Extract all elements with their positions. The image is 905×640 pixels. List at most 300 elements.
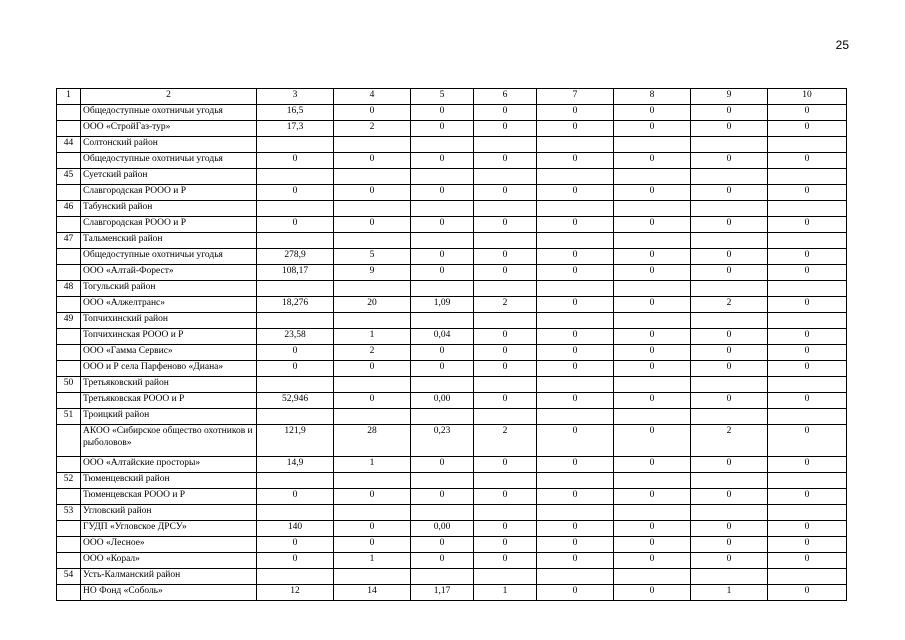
value-cell: 0 [537, 345, 614, 361]
value-cell: 0 [614, 297, 691, 313]
district-name: Усть-Калманский район [81, 569, 257, 585]
row-number-cell [57, 553, 81, 569]
value-cell: 1,09 [411, 297, 474, 313]
district-name: Троицкий район [81, 409, 257, 425]
table-row [57, 217, 847, 233]
district-name: Табунский район [81, 201, 257, 217]
value-cell: 0 [474, 265, 537, 281]
organization-name: Общедоступные охотничьи угодья [81, 153, 257, 169]
empty-cell [614, 409, 691, 425]
empty-cell [411, 201, 474, 217]
value-cell: 0 [614, 345, 691, 361]
empty-cell [614, 569, 691, 585]
value-cell: 0 [768, 345, 847, 361]
table-row [57, 105, 847, 121]
organization-name: ООО «Гамма Сервис» [81, 345, 257, 361]
district-number: 48 [57, 281, 81, 297]
column-header: 8 [614, 89, 691, 105]
value-cell: 0 [768, 585, 847, 601]
value-cell: 0 [474, 217, 537, 233]
value-cell: 0 [257, 489, 334, 505]
value-cell: 0 [691, 537, 768, 553]
row-number-cell [57, 585, 81, 601]
empty-cell [768, 569, 847, 585]
row-number-cell [57, 185, 81, 201]
value-cell: 0 [537, 153, 614, 169]
value-cell: 0 [537, 329, 614, 345]
value-cell: 0 [614, 537, 691, 553]
empty-cell [614, 137, 691, 153]
district-number: 46 [57, 201, 81, 217]
value-cell: 2 [691, 425, 768, 457]
value-cell: 0 [411, 553, 474, 569]
value-cell: 2 [334, 121, 411, 137]
district-row [57, 313, 847, 329]
value-cell: 0 [691, 489, 768, 505]
column-header: 7 [537, 89, 614, 105]
value-cell: 0 [474, 457, 537, 473]
value-cell: 0 [614, 521, 691, 537]
row-number-cell [57, 521, 81, 537]
value-cell: 0 [768, 249, 847, 265]
district-name: Угловский район [81, 505, 257, 521]
empty-cell [257, 377, 334, 393]
value-cell: 0 [537, 393, 614, 409]
value-cell: 0 [334, 153, 411, 169]
value-cell: 0 [411, 153, 474, 169]
empty-cell [691, 169, 768, 185]
value-cell: 0 [334, 393, 411, 409]
district-name: Третьяковский район [81, 377, 257, 393]
value-cell: 0 [537, 265, 614, 281]
empty-cell [537, 281, 614, 297]
value-cell: 0 [614, 329, 691, 345]
district-number: 52 [57, 473, 81, 489]
value-cell: 0 [411, 217, 474, 233]
empty-cell [411, 281, 474, 297]
value-cell: 0 [691, 361, 768, 377]
empty-cell [614, 377, 691, 393]
value-cell: 0 [334, 185, 411, 201]
value-cell: 18,276 [257, 297, 334, 313]
value-cell: 1 [474, 585, 537, 601]
district-number: 45 [57, 169, 81, 185]
row-number-cell [57, 153, 81, 169]
value-cell: 0 [411, 105, 474, 121]
empty-cell [334, 409, 411, 425]
value-cell: 12 [257, 585, 334, 601]
organization-name: ГУДП «Угловское ДРСУ» [81, 521, 257, 537]
empty-cell [411, 473, 474, 489]
value-cell: 1 [691, 585, 768, 601]
value-cell: 0 [537, 121, 614, 137]
value-cell: 0 [334, 105, 411, 121]
empty-cell [474, 505, 537, 521]
organization-name: Тюменцевская РООО и Р [81, 489, 257, 505]
table-row [57, 297, 847, 313]
value-cell: 0 [474, 249, 537, 265]
value-cell: 0 [614, 393, 691, 409]
empty-cell [411, 569, 474, 585]
empty-cell [257, 137, 334, 153]
value-cell: 0 [334, 489, 411, 505]
value-cell: 0 [537, 585, 614, 601]
value-cell: 0 [768, 121, 847, 137]
value-cell: 0 [691, 393, 768, 409]
row-number-cell [57, 265, 81, 281]
column-header: 6 [474, 89, 537, 105]
district-number: 49 [57, 313, 81, 329]
value-cell: 0 [411, 121, 474, 137]
empty-cell [768, 233, 847, 249]
value-cell: 0 [537, 297, 614, 313]
value-cell: 0 [537, 425, 614, 457]
value-cell: 0 [614, 249, 691, 265]
value-cell: 0 [334, 521, 411, 537]
empty-cell [691, 137, 768, 153]
value-cell: 1,17 [411, 585, 474, 601]
table-header-row [57, 89, 847, 105]
value-cell: 278,9 [257, 249, 334, 265]
value-cell: 0 [257, 553, 334, 569]
organization-name: ООО «Алжелтранс» [81, 297, 257, 313]
district-row [57, 505, 847, 521]
district-number: 47 [57, 233, 81, 249]
value-cell: 14 [334, 585, 411, 601]
empty-cell [334, 281, 411, 297]
value-cell: 0 [537, 361, 614, 377]
row-number-cell [57, 121, 81, 137]
empty-cell [768, 137, 847, 153]
empty-cell [257, 233, 334, 249]
organization-name: ООО «Алтай-Форест» [81, 265, 257, 281]
organization-name: Третьяковская РООО и Р [81, 393, 257, 409]
row-number-cell [57, 217, 81, 233]
value-cell: 0 [768, 153, 847, 169]
empty-cell [411, 137, 474, 153]
value-cell: 0 [537, 553, 614, 569]
value-cell: 0 [411, 489, 474, 505]
value-cell: 121,9 [257, 425, 334, 457]
empty-cell [537, 201, 614, 217]
value-cell: 0 [257, 153, 334, 169]
value-cell: 0 [257, 185, 334, 201]
empty-cell [537, 137, 614, 153]
organization-name: Славгородская РООО и Р [81, 185, 257, 201]
value-cell: 0 [537, 185, 614, 201]
value-cell: 0 [614, 121, 691, 137]
empty-cell [334, 137, 411, 153]
empty-cell [691, 505, 768, 521]
value-cell: 0 [768, 297, 847, 313]
value-cell: 0 [614, 217, 691, 233]
value-cell: 0 [474, 553, 537, 569]
organization-name: ООО «Лесное» [81, 537, 257, 553]
value-cell: 0 [691, 329, 768, 345]
table-row [57, 553, 847, 569]
empty-cell [474, 233, 537, 249]
empty-cell [768, 473, 847, 489]
organization-name: ООО «Алтайские просторы» [81, 457, 257, 473]
value-cell: 0 [691, 153, 768, 169]
row-number-cell [57, 249, 81, 265]
table-row [57, 457, 847, 473]
value-cell: 0 [474, 153, 537, 169]
value-cell: 0 [474, 393, 537, 409]
empty-cell [411, 377, 474, 393]
value-cell: 0,04 [411, 329, 474, 345]
empty-cell [614, 313, 691, 329]
organization-name: ООО «СтройГаз-тур» [81, 121, 257, 137]
value-cell: 0 [411, 361, 474, 377]
empty-cell [691, 409, 768, 425]
empty-cell [474, 201, 537, 217]
column-header: 9 [691, 89, 768, 105]
value-cell: 0 [768, 329, 847, 345]
empty-cell [474, 137, 537, 153]
value-cell: 0 [474, 121, 537, 137]
empty-cell [257, 169, 334, 185]
value-cell: 0 [411, 185, 474, 201]
empty-cell [334, 233, 411, 249]
value-cell: 0 [768, 425, 847, 457]
value-cell: 0 [474, 537, 537, 553]
table-row [57, 249, 847, 265]
value-cell: 0 [257, 537, 334, 553]
value-cell: 0 [614, 457, 691, 473]
district-name: Тальменский район [81, 233, 257, 249]
empty-cell [768, 313, 847, 329]
empty-cell [768, 281, 847, 297]
row-number-cell [57, 537, 81, 553]
value-cell: 0 [474, 185, 537, 201]
table-row [57, 537, 847, 553]
row-number-cell [57, 297, 81, 313]
organization-name: НО Фонд «Соболь» [81, 585, 257, 601]
value-cell: 0 [691, 185, 768, 201]
value-cell: 0 [768, 217, 847, 233]
value-cell: 0 [691, 105, 768, 121]
column-header: 1 [57, 89, 81, 105]
table-row [57, 185, 847, 201]
empty-cell [537, 409, 614, 425]
column-header: 5 [411, 89, 474, 105]
empty-cell [411, 169, 474, 185]
value-cell: 0 [411, 457, 474, 473]
empty-cell [474, 281, 537, 297]
value-cell: 0 [614, 553, 691, 569]
district-row [57, 201, 847, 217]
district-number: 44 [57, 137, 81, 153]
value-cell: 9 [334, 265, 411, 281]
value-cell: 0 [334, 217, 411, 233]
value-cell: 0 [691, 521, 768, 537]
empty-cell [474, 377, 537, 393]
empty-cell [691, 281, 768, 297]
column-header: 10 [768, 89, 847, 105]
value-cell: 0 [768, 393, 847, 409]
table-row [57, 329, 847, 345]
value-cell: 0 [411, 537, 474, 553]
value-cell: 0 [691, 265, 768, 281]
value-cell: 0 [334, 361, 411, 377]
empty-cell [474, 473, 537, 489]
value-cell: 0 [691, 121, 768, 137]
empty-cell [537, 313, 614, 329]
empty-cell [257, 313, 334, 329]
value-cell: 5 [334, 249, 411, 265]
value-cell: 0 [614, 153, 691, 169]
row-number-cell [57, 361, 81, 377]
district-row [57, 169, 847, 185]
organization-name: Общедоступные охотничьи угодья [81, 105, 257, 121]
value-cell: 0,00 [411, 393, 474, 409]
empty-cell [614, 473, 691, 489]
value-cell: 0 [537, 217, 614, 233]
empty-cell [257, 569, 334, 585]
empty-cell [691, 377, 768, 393]
empty-cell [474, 313, 537, 329]
value-cell: 0 [691, 457, 768, 473]
value-cell: 14,9 [257, 457, 334, 473]
value-cell: 20 [334, 297, 411, 313]
table-row [57, 425, 847, 457]
value-cell: 2 [691, 297, 768, 313]
value-cell: 0,23 [411, 425, 474, 457]
organization-name: ООО «Корал» [81, 553, 257, 569]
empty-cell [691, 569, 768, 585]
value-cell: 0 [257, 345, 334, 361]
value-cell: 16,5 [257, 105, 334, 121]
district-row [57, 569, 847, 585]
district-number: 54 [57, 569, 81, 585]
organization-name: Топчихинская РООО и Р [81, 329, 257, 345]
value-cell: 0,00 [411, 521, 474, 537]
value-cell: 1 [334, 553, 411, 569]
district-row [57, 233, 847, 249]
value-cell: 0 [614, 185, 691, 201]
empty-cell [474, 569, 537, 585]
value-cell: 0 [768, 521, 847, 537]
value-cell: 0 [474, 521, 537, 537]
empty-cell [334, 377, 411, 393]
empty-cell [411, 313, 474, 329]
table-row [57, 393, 847, 409]
empty-cell [614, 281, 691, 297]
table-row [57, 489, 847, 505]
district-name: Солтонский район [81, 137, 257, 153]
empty-cell [257, 409, 334, 425]
organization-name: ООО и Р села Парфеново «Диана» [81, 361, 257, 377]
district-row [57, 377, 847, 393]
empty-cell [768, 409, 847, 425]
value-cell: 0 [768, 457, 847, 473]
value-cell: 0 [537, 537, 614, 553]
value-cell: 0 [614, 105, 691, 121]
value-cell: 0 [768, 105, 847, 121]
value-cell: 0 [691, 345, 768, 361]
value-cell: 140 [257, 521, 334, 537]
table-row [57, 121, 847, 137]
row-number-cell [57, 457, 81, 473]
empty-cell [537, 473, 614, 489]
value-cell: 0 [537, 521, 614, 537]
value-cell: 1 [334, 457, 411, 473]
value-cell: 0 [691, 217, 768, 233]
table-row [57, 153, 847, 169]
value-cell: 0 [474, 489, 537, 505]
value-cell: 0 [614, 425, 691, 457]
empty-cell [691, 201, 768, 217]
value-cell: 0 [474, 345, 537, 361]
empty-cell [768, 169, 847, 185]
column-header: 2 [81, 89, 257, 105]
value-cell: 1 [334, 329, 411, 345]
empty-cell [334, 569, 411, 585]
empty-cell [537, 569, 614, 585]
value-cell: 0 [474, 361, 537, 377]
district-row [57, 137, 847, 153]
empty-cell [334, 505, 411, 521]
row-number-cell [57, 425, 81, 457]
value-cell: 0 [537, 457, 614, 473]
empty-cell [334, 201, 411, 217]
value-cell: 0 [768, 265, 847, 281]
district-row [57, 473, 847, 489]
empty-cell [334, 169, 411, 185]
value-cell: 0 [474, 329, 537, 345]
value-cell: 0 [411, 345, 474, 361]
district-row [57, 409, 847, 425]
value-cell: 0 [614, 361, 691, 377]
district-name: Тюменцевский район [81, 473, 257, 489]
empty-cell [691, 233, 768, 249]
data-table [56, 88, 847, 601]
value-cell: 0 [768, 361, 847, 377]
table-row [57, 265, 847, 281]
row-number-cell [57, 329, 81, 345]
value-cell: 2 [474, 425, 537, 457]
district-number: 50 [57, 377, 81, 393]
value-cell: 0 [691, 249, 768, 265]
column-header: 3 [257, 89, 334, 105]
page-number: 25 [835, 38, 849, 52]
empty-cell [691, 313, 768, 329]
value-cell: 0 [537, 249, 614, 265]
value-cell: 23,58 [257, 329, 334, 345]
row-number-cell [57, 345, 81, 361]
empty-cell [411, 409, 474, 425]
empty-cell [411, 233, 474, 249]
empty-cell [257, 505, 334, 521]
value-cell: 0 [614, 585, 691, 601]
empty-cell [691, 473, 768, 489]
empty-cell [474, 169, 537, 185]
table-row [57, 361, 847, 377]
district-name: Топчихинский район [81, 313, 257, 329]
empty-cell [614, 505, 691, 521]
value-cell: 0 [768, 185, 847, 201]
value-cell: 0 [257, 361, 334, 377]
value-cell: 0 [537, 489, 614, 505]
value-cell: 0 [691, 553, 768, 569]
empty-cell [768, 377, 847, 393]
empty-cell [257, 281, 334, 297]
value-cell: 0 [614, 265, 691, 281]
column-header: 4 [334, 89, 411, 105]
value-cell: 2 [334, 345, 411, 361]
value-cell: 0 [257, 217, 334, 233]
